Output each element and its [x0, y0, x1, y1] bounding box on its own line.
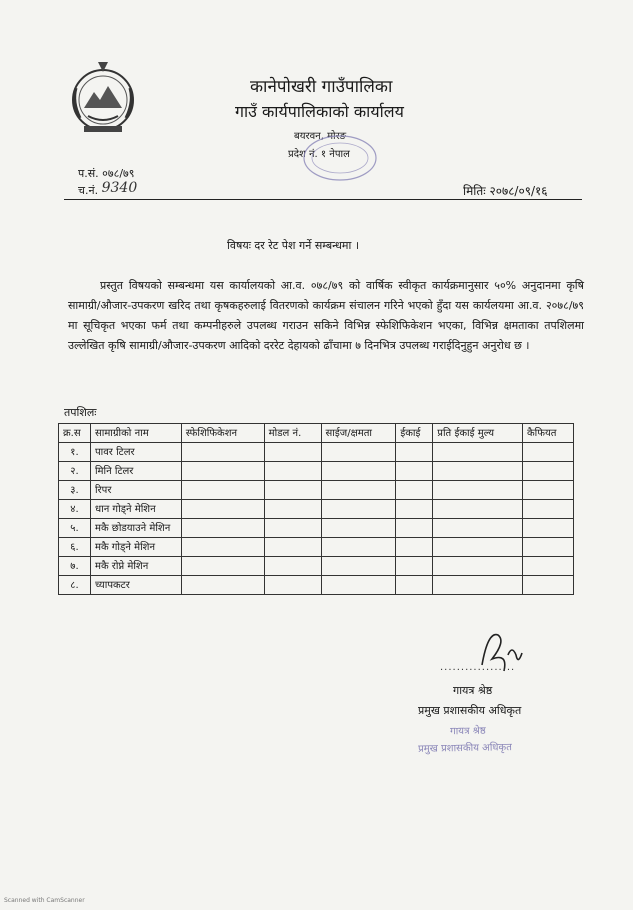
dispatch-number	[78, 182, 137, 198]
empty-cell	[181, 481, 264, 500]
empty-cell	[396, 481, 433, 500]
empty-cell	[433, 519, 523, 538]
row-serial: ७.	[59, 557, 91, 576]
office-name: कानेपोखरी गाउँपालिका	[250, 77, 393, 97]
empty-cell	[396, 443, 433, 462]
row-serial: ८.	[59, 576, 91, 595]
empty-cell	[321, 538, 396, 557]
table-header-row	[59, 424, 574, 443]
empty-cell	[396, 500, 433, 519]
items-table	[58, 423, 574, 595]
table-row	[59, 576, 574, 595]
table-row	[59, 557, 574, 576]
table-row	[59, 443, 574, 462]
empty-cell	[321, 557, 396, 576]
row-serial: २.	[59, 462, 91, 481]
dispatch-label: च.नं.	[78, 184, 99, 197]
title-stamp: प्रमुख प्रशासकीय अधिकृत	[417, 742, 513, 755]
table-row	[59, 500, 574, 519]
empty-cell	[181, 443, 264, 462]
col-header: सामाग्रीको नाम	[90, 424, 181, 443]
row-item-name: पावर टिलर	[90, 443, 181, 462]
empty-cell	[264, 443, 321, 462]
address-line: बयरवन, मोरङ	[294, 131, 347, 142]
empty-cell	[181, 538, 264, 557]
table-row	[59, 519, 574, 538]
name-stamp: गायत्र श्रेष्ठ	[449, 725, 486, 738]
empty-cell	[181, 500, 264, 519]
row-item-name: धान गोड्ने मेशिन	[90, 500, 181, 519]
col-header: प्रति ईकाई मुल्य	[433, 424, 523, 443]
signature-dotted-line: ..................	[440, 662, 516, 673]
row-serial: ५.	[59, 519, 91, 538]
empty-cell	[523, 576, 574, 595]
row-serial: ६.	[59, 538, 91, 557]
empty-cell	[396, 519, 433, 538]
col-header: क्र.स	[59, 424, 91, 443]
col-header: ईकाई	[396, 424, 433, 443]
row-item-name: मकै गोड्ने मेशिन	[90, 538, 181, 557]
empty-cell	[264, 538, 321, 557]
nepal-emblem-icon	[70, 58, 136, 136]
letter-subject: विषयः दर रेट पेश गर्ने सम्बन्धमा ।	[227, 239, 360, 252]
empty-cell	[264, 500, 321, 519]
row-item-name: च्यापकटर	[90, 576, 181, 595]
empty-cell	[264, 557, 321, 576]
empty-cell	[433, 538, 523, 557]
empty-cell	[264, 519, 321, 538]
empty-cell	[321, 500, 396, 519]
empty-cell	[433, 462, 523, 481]
row-item-name: मकै रोप्ने मेशिन	[90, 557, 181, 576]
scanner-watermark: Scanned with CamScanner	[4, 897, 85, 904]
letter-date: मितिः २०७८/०९/१६	[463, 184, 548, 198]
empty-cell	[523, 443, 574, 462]
empty-cell	[321, 443, 396, 462]
col-header: कैफियत	[523, 424, 574, 443]
row-item-name: मिनि टिलर	[90, 462, 181, 481]
empty-cell	[181, 557, 264, 576]
empty-cell	[396, 576, 433, 595]
row-serial: ३.	[59, 481, 91, 500]
empty-cell	[523, 519, 574, 538]
empty-cell	[181, 519, 264, 538]
letter-body: प्रस्तुत विषयको सम्बन्धमा यस कार्यालयको आ.व. ०७८/७९ को वार्षिक स्वीकृत कार्यक्रमानुसार ५०% अनुदानमा कृषि सामाग्री/औजार-उपकरण खरिद तथा कृषकहरुलाई वितरणको कार्यक्रम संचालन गरिने भएको हुँदा यस कार्यलयमा आ.व. २०७८/७९ मा सूचिकृत भएका फर्म तथा कम्पनीहरुले उपलब्ध गराउन सकिने विभिन्न स्फेशिफिकेशन भएका, विभिन्न क्षमताका तपशिलमा उल्लेखित कृषि सामाग्री/औजार-उपकरण आदिको दररेट देहायको ढाँचामा ७ दिनभित्र उपलब्ध गराईदिनुहुन अनुरोध छ ।	[68, 279, 584, 352]
row-serial: ४.	[59, 500, 91, 519]
table-row	[59, 538, 574, 557]
row-serial: १.	[59, 443, 91, 462]
office-stamp-icon	[300, 132, 380, 184]
empty-cell	[433, 500, 523, 519]
empty-cell	[433, 557, 523, 576]
empty-cell	[523, 500, 574, 519]
empty-cell	[523, 481, 574, 500]
signatory-title: प्रमुख प्रशासकीय अधिकृत	[418, 704, 522, 717]
reference-number: प.सं. ०७८/७९	[78, 167, 135, 180]
table-row	[59, 462, 574, 481]
table-label: तपशिलः	[64, 406, 97, 419]
empty-cell	[433, 576, 523, 595]
empty-cell	[264, 462, 321, 481]
empty-cell	[264, 481, 321, 500]
empty-cell	[523, 557, 574, 576]
col-header: साईज/क्षमता	[321, 424, 396, 443]
header-divider	[64, 199, 582, 200]
empty-cell	[396, 462, 433, 481]
empty-cell	[181, 576, 264, 595]
empty-cell	[321, 481, 396, 500]
empty-cell	[433, 443, 523, 462]
province-line: प्रदेश नं. १ नेपाल	[288, 149, 350, 160]
col-header: मोडल नं.	[264, 424, 321, 443]
col-header: स्फेशिफिकेशन	[181, 424, 264, 443]
signatory-name: गायत्र श्रेष्ठ	[453, 684, 493, 697]
empty-cell	[396, 538, 433, 557]
empty-cell	[321, 576, 396, 595]
row-item-name: रिपर	[90, 481, 181, 500]
empty-cell	[181, 462, 264, 481]
empty-cell	[523, 538, 574, 557]
dispatch-handwritten-number: 9340	[101, 180, 138, 196]
row-item-name: मकै छोडयाउने मेशिन	[90, 519, 181, 538]
table-row	[59, 481, 574, 500]
empty-cell	[264, 576, 321, 595]
empty-cell	[321, 462, 396, 481]
empty-cell	[433, 481, 523, 500]
empty-cell	[321, 519, 396, 538]
empty-cell	[396, 557, 433, 576]
empty-cell	[523, 462, 574, 481]
office-subtitle: गाउँ कार्यपालिकाको कार्यालय	[235, 102, 404, 121]
